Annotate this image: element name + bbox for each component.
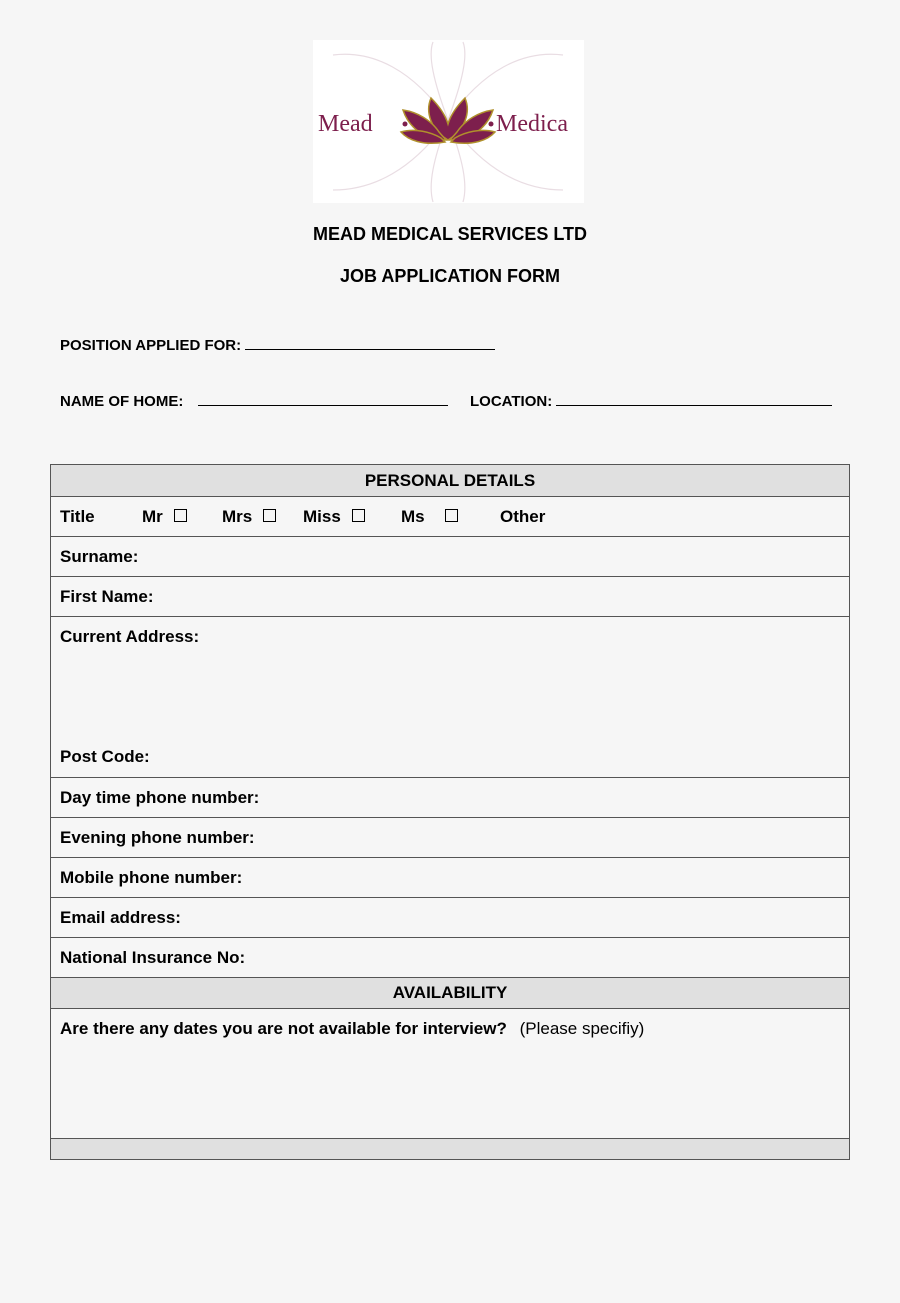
position-field[interactable]	[60, 334, 495, 356]
company-logo	[313, 40, 584, 203]
title-option-miss[interactable]: Miss	[303, 507, 401, 527]
position-label: POSITION APPLIED FOR:	[60, 337, 242, 354]
home-label: NAME OF HOME:	[60, 393, 184, 410]
evening-phone-label: Evening phone number:	[60, 827, 255, 847]
ni-number-label: National Insurance No:	[60, 947, 246, 967]
title-row	[51, 496, 849, 536]
address-row[interactable]	[51, 616, 849, 777]
surname-label: Surname:	[60, 546, 139, 566]
location-blank[interactable]	[556, 390, 832, 406]
home-blank[interactable]	[198, 390, 448, 406]
day-phone-label: Day time phone number:	[60, 787, 260, 807]
company-name: MEAD MEDICAL SERVICES LTD	[312, 224, 588, 244]
title-option-ms[interactable]: Ms	[401, 507, 500, 527]
availability-hint: (Please specifiy)	[519, 1019, 645, 1038]
title-option-other[interactable]: Other	[500, 506, 546, 526]
position-blank[interactable]	[245, 334, 495, 350]
logo-word-right: Medica	[496, 111, 568, 137]
mobile-phone-label: Mobile phone number:	[60, 867, 243, 887]
location-field[interactable]	[470, 390, 832, 412]
current-address-label: Current Address:	[60, 627, 200, 646]
miss-checkbox[interactable]	[352, 509, 365, 522]
table-footer-bar	[51, 1138, 849, 1159]
personal-details-heading: PERSONAL DETAILS	[51, 465, 849, 496]
ms-checkbox[interactable]	[445, 509, 458, 522]
home-field[interactable]	[60, 390, 448, 412]
ni-number-row[interactable]	[51, 937, 849, 977]
first-name-label: First Name:	[60, 586, 154, 606]
availability-question: Are there any dates you are not available for interview?	[60, 1019, 507, 1038]
evening-phone-row[interactable]	[51, 817, 849, 857]
mr-checkbox[interactable]	[174, 509, 187, 522]
title-label: Title	[60, 506, 95, 526]
surname-row[interactable]	[51, 536, 849, 576]
email-row[interactable]	[51, 897, 849, 937]
form-title: JOB APPLICATION FORM	[340, 266, 560, 286]
logo-word-left: Mead	[318, 111, 373, 137]
mobile-phone-row[interactable]	[51, 857, 849, 897]
availability-heading: AVAILABILITY	[51, 977, 849, 1008]
title-option-mr[interactable]: Mr	[142, 507, 222, 527]
application-form-table	[50, 464, 850, 1160]
email-label: Email address:	[60, 907, 181, 927]
mrs-checkbox[interactable]	[263, 509, 276, 522]
day-phone-row[interactable]	[51, 777, 849, 817]
availability-row[interactable]	[51, 1008, 849, 1138]
location-label: LOCATION:	[470, 393, 553, 410]
post-code-label: Post Code:	[60, 747, 150, 766]
first-name-row[interactable]	[51, 576, 849, 616]
title-option-mrs[interactable]: Mrs	[222, 507, 303, 527]
